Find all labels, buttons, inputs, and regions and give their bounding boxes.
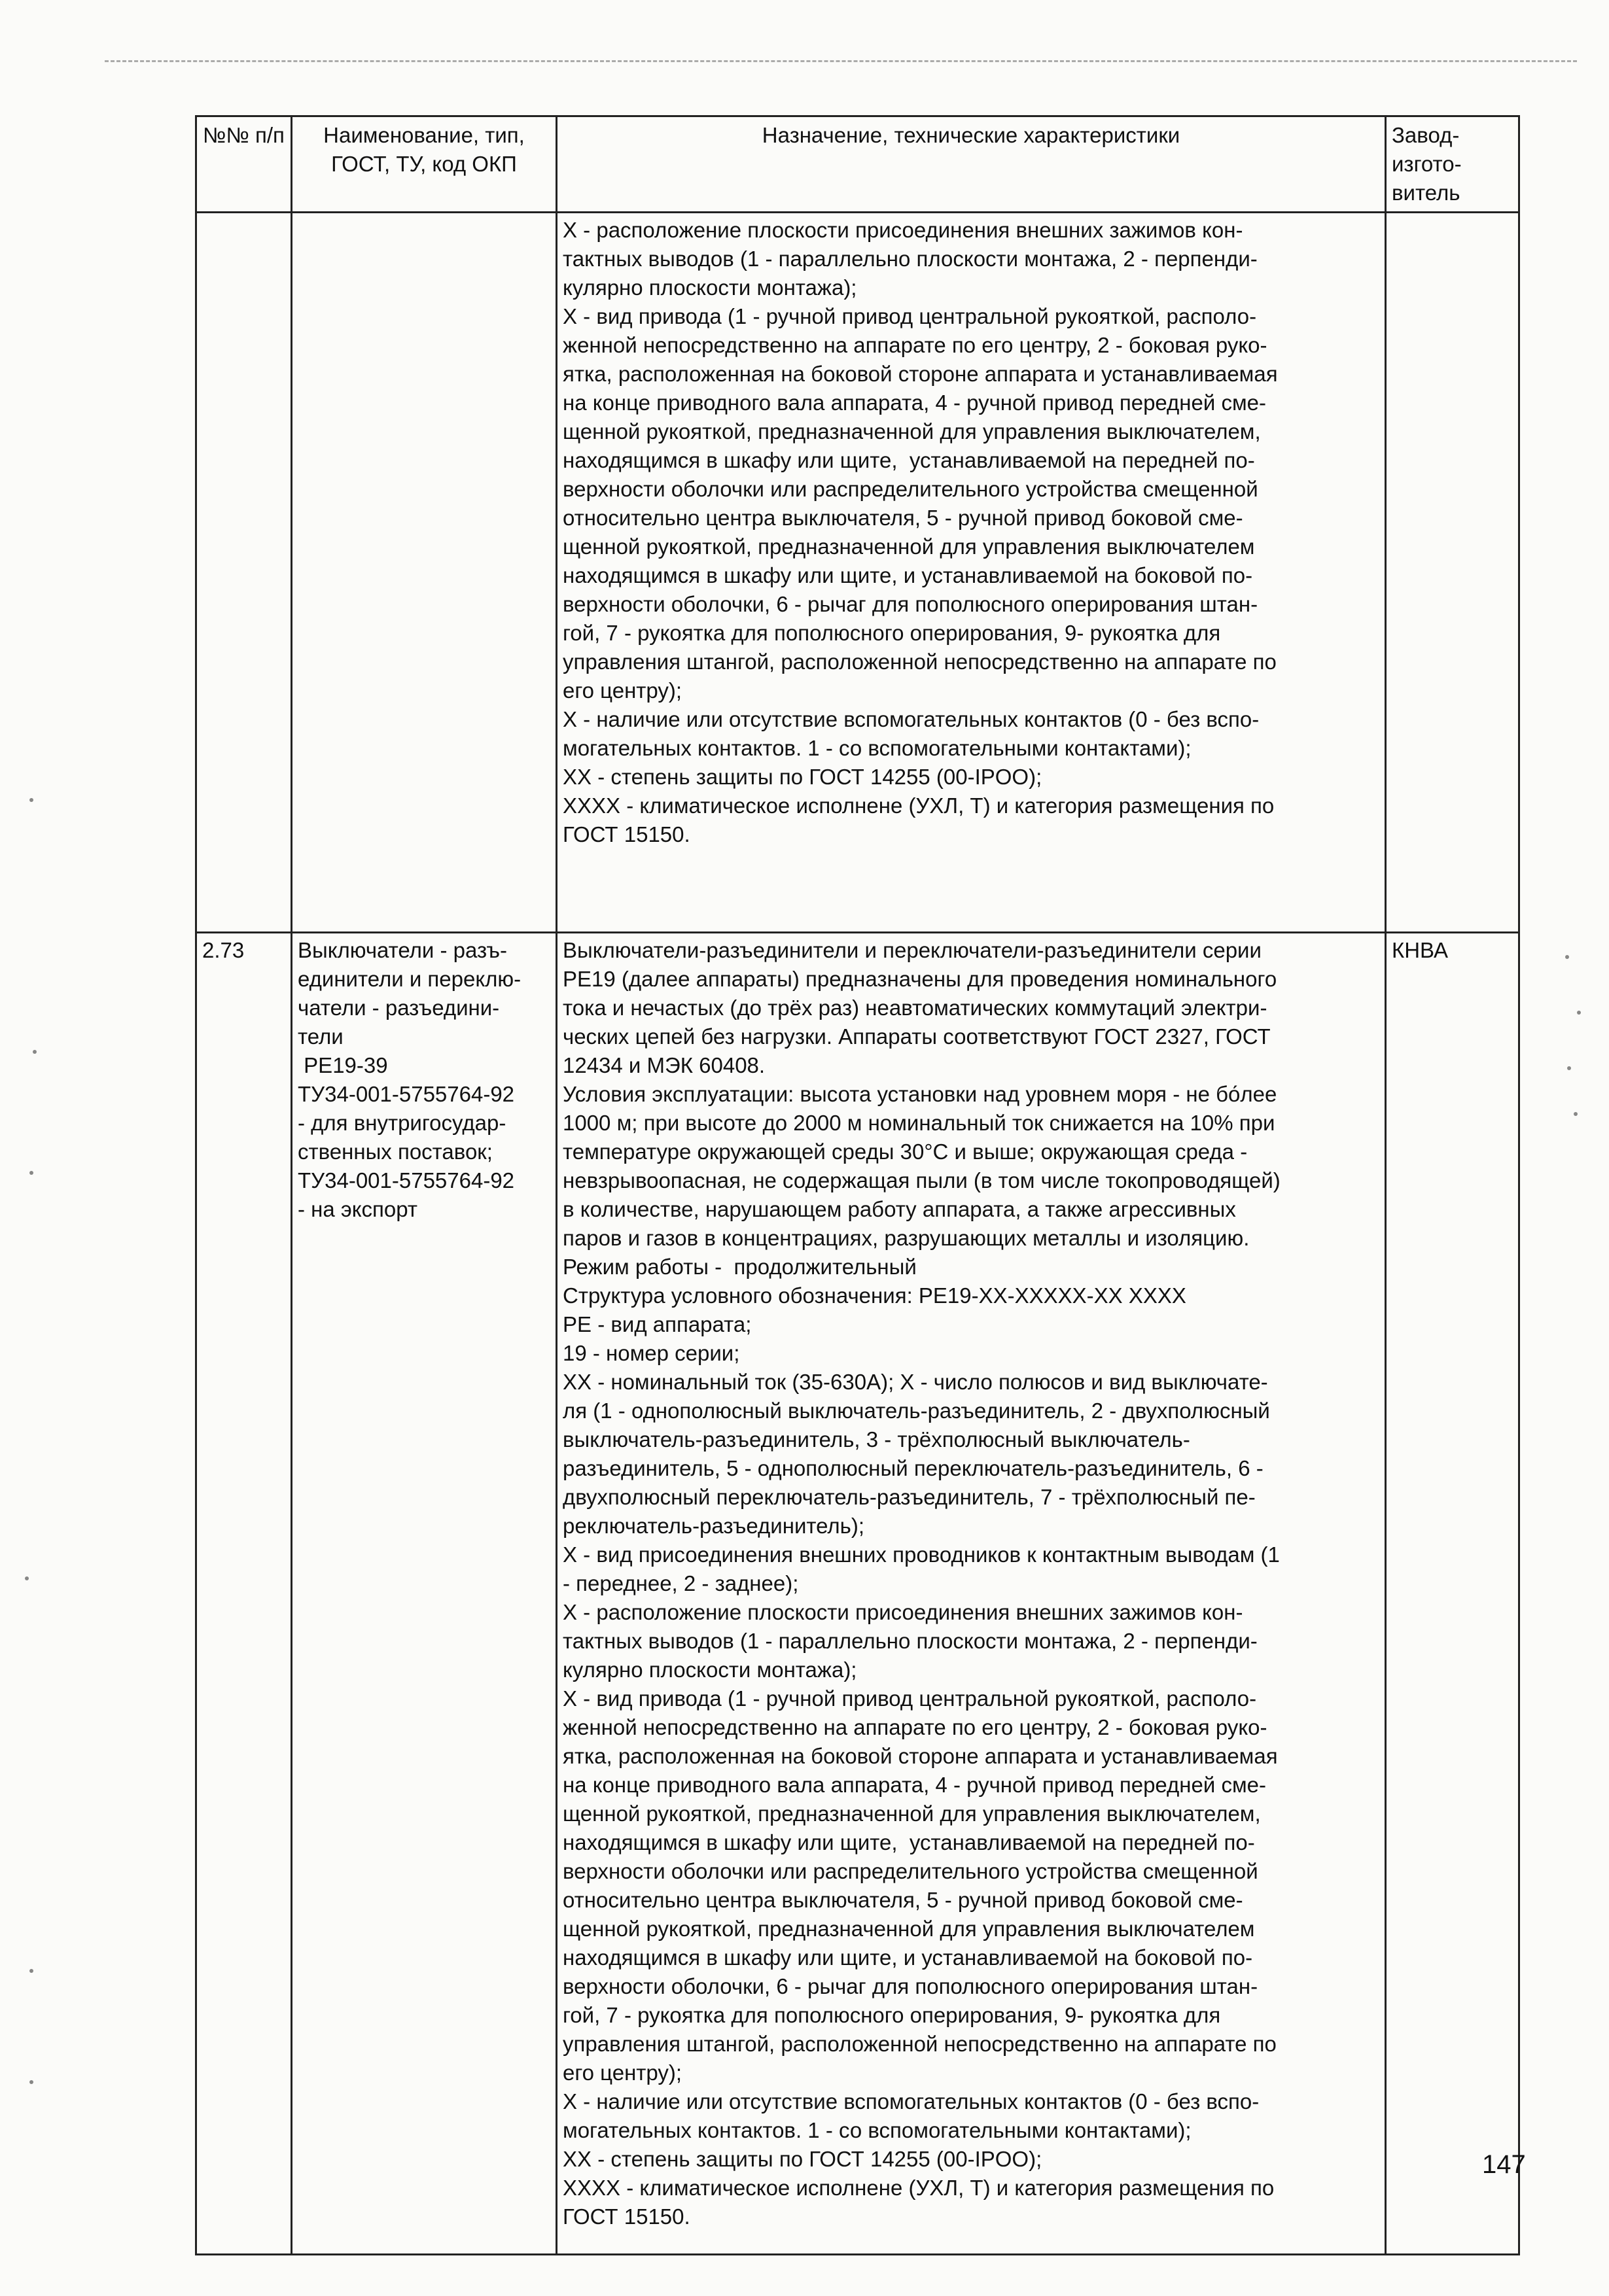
name-line: тели (298, 1024, 344, 1049)
description-line: Х - расположение плоскости присоединения внешних зажимов кон- (563, 218, 1243, 242)
row-name (292, 213, 557, 933)
description-line: его центру); (563, 678, 682, 703)
description-line: верхности оболочки, 6 - рычаг для пополюсного оперирования штан- (563, 1974, 1258, 1998)
table-header-row (196, 116, 1519, 213)
catalog-table (195, 115, 1520, 2255)
description-line: кулярно плоскости монтажа); (563, 1658, 857, 1682)
description-line: невзрывоопасная, не содержащая пыли (в том числе токопроводящей) (563, 1168, 1281, 1192)
description-line: на конце приводного вала аппарата, 4 - ручной привод передней сме- (563, 1773, 1267, 1797)
description-line: Х - наличие или отсутствие вспомогательных контактов (0 - без вспо- (563, 2089, 1260, 2113)
description-line: ХХ - номинальный ток (35-630А); Х - число полюсов и вид выключате- (563, 1370, 1268, 1394)
description-line: находящимся в шкафу или щите, и устанавливаемой на боковой по- (563, 1945, 1253, 1970)
description-line: разъединитель, 5 - однополюсный переключатель-разъединитель, 6 - (563, 1456, 1264, 1480)
page-number: 147 (1482, 2150, 1526, 2179)
description-line: могательных контактов. 1 - со вспомогательными контактами); (563, 2118, 1192, 2142)
table-row (196, 933, 1519, 2255)
description-line: находящимся в шкафу или щите, и устанавливаемой на боковой по- (563, 563, 1253, 587)
description-line: температуре окружающей среды 30°С и выше; окружающая среда - (563, 1139, 1248, 1164)
table-row (196, 213, 1519, 933)
name-line: - на экспорт (298, 1197, 418, 1221)
description-line: на конце приводного вала аппарата, 4 - ручной привод передней сме- (563, 391, 1267, 415)
name-line: Выключатели - разъ- (298, 938, 508, 962)
description-line: его центру); (563, 2061, 682, 2085)
description-line: могательных контактов. 1 - со вспомогательными контактами); (563, 736, 1192, 760)
description-line: ГОСТ 15150. (563, 822, 690, 846)
scan-speck (1567, 1066, 1571, 1070)
row-maker (1386, 213, 1519, 933)
description-line: гой, 7 - рукоятка для пополюсного оперирования, 9- рукоятка для (563, 2003, 1221, 2027)
scan-speck (33, 1050, 37, 1054)
name-line: ственных поставок; (298, 1139, 493, 1164)
scan-speck (1577, 1011, 1581, 1015)
description-line: 12434 и МЭК 60408. (563, 1053, 766, 1077)
description-line: щенной рукояткой, предназначенной для управления выключателем, (563, 419, 1261, 444)
description-line: женной непосредственно на аппарате по его центру, 2 - боковая руко- (563, 1715, 1267, 1739)
header-purpose: Назначение, технические характеристики (557, 116, 1386, 213)
description-line: ятка, расположенная на боковой стороне аппарата и устанавливаемая (563, 362, 1278, 386)
description-line: находящимся в шкафу или щите, устанавливаемой на передней по- (563, 1830, 1255, 1854)
row-maker: КНВА (1386, 933, 1519, 2255)
description-line: - переднее, 2 - заднее); (563, 1571, 799, 1595)
description-line: Х - вид привода (1 - ручной привод центральной рукояткой, располо- (563, 1686, 1257, 1711)
description-line: управления штангой, расположенной непосредственно на аппарате по (563, 2032, 1277, 2056)
name-line: - для внутригосудар- (298, 1111, 506, 1135)
scan-speck (29, 2080, 33, 2084)
description-line: женной непосредственно на аппарате по его центру, 2 - боковая руко- (563, 333, 1267, 357)
description-line: ятка, расположенная на боковой стороне аппарата и устанавливаемая (563, 1744, 1278, 1768)
description-line: тактных выводов (1 - параллельно плоскости монтажа, 2 - перпенди- (563, 1629, 1258, 1653)
description-line: 1000 м; при высоте до 2000 м номинальный ток снижается на 10% при (563, 1111, 1275, 1135)
name-line: РЕ19-39 (298, 1053, 388, 1077)
description-line: тока и нечастых (до трёх раз) неавтоматических коммутаций электри- (563, 996, 1267, 1020)
name-line: единители и переклю- (298, 967, 522, 991)
description-line: щенной рукояткой, предназначенной для управления выключателем (563, 534, 1255, 559)
description-line: относительно центра выключателя, 5 - ручной привод боковой сме- (563, 506, 1243, 530)
name-line: ТУ34-001-5755764-92 (298, 1168, 515, 1192)
description-line: верхности оболочки или распределительного устройства смещенной (563, 477, 1258, 501)
description-line: Х - расположение плоскости присоединения внешних зажимов кон- (563, 1600, 1243, 1624)
description-line: Х - вид присоединения внешних проводников к контактным выводам (1 (563, 1542, 1280, 1567)
description-line: паров и газов в концентрациях, разрушающих металлы и изоляцию. (563, 1226, 1250, 1250)
description-line: РЕ19 (далее аппараты) предназначены для проведения номинального (563, 967, 1277, 991)
scan-speck (25, 1576, 29, 1580)
description-line: Режим работы - продолжительный (563, 1255, 917, 1279)
description-line: ХХ - степень защиты по ГОСТ 14255 (00-IPOO); (563, 765, 1042, 789)
name-line: ТУ34-001-5755764-92 (298, 1082, 515, 1106)
name-line: чатели - разъедини- (298, 996, 500, 1020)
scan-artifact-line (105, 60, 1577, 62)
description-line: двухполюсный переключатель-разъединитель, 7 - трёхполюсный пе- (563, 1485, 1256, 1509)
description-line: ля (1 - однополюсный выключатель-разъединитель, 2 - двухполюсный (563, 1399, 1270, 1423)
description-line: реключатель-разъединитель); (563, 1514, 865, 1538)
description-line: щенной рукояткой, предназначенной для управления выключателем (563, 1917, 1255, 1941)
description-line: Х - наличие или отсутствие вспомогательных контактов (0 - без вспо- (563, 707, 1260, 731)
description-line: Выключатели-разъединители и переключатели-разъединители серии (563, 938, 1262, 962)
description-line: гой, 7 - рукоятка для пополюсного оперирования, 9- рукоятка для (563, 621, 1221, 645)
description-line: верхности оболочки, 6 - рычаг для пополюсного оперирования штан- (563, 592, 1258, 616)
description-line: Условия эксплуатации: высота установки над уровнем моря - не бо́лее (563, 1082, 1277, 1106)
row-number (196, 213, 292, 933)
row-description (557, 933, 1386, 2255)
scan-speck (29, 1969, 33, 1973)
description-line: ГОСТ 15150. (563, 2204, 690, 2229)
description-line: находящимся в шкафу или щите, устанавливаемой на передней по- (563, 448, 1255, 472)
description-line: щенной рукояткой, предназначенной для управления выключателем, (563, 1801, 1261, 1826)
description-line: относительно центра выключателя, 5 - ручной привод боковой сме- (563, 1888, 1243, 1912)
description-line: 19 - номер серии; (563, 1341, 740, 1365)
header-maker: Завод-изгото-витель (1386, 116, 1519, 213)
scan-speck (1565, 955, 1569, 959)
scan-speck (29, 1171, 33, 1175)
scan-speck (1574, 1112, 1578, 1116)
description-line: верхности оболочки или распределительного устройства смещенной (563, 1859, 1258, 1883)
row-description (557, 213, 1386, 933)
description-line: ХХХХ - климатическое исполнене (УХЛ, Т) и категория размещения по (563, 2176, 1275, 2200)
description-line: тактных выводов (1 - параллельно плоскости монтажа, 2 - перпенди- (563, 247, 1258, 271)
scan-speck (29, 798, 33, 802)
header-number: №№ п/п (196, 116, 292, 213)
header-name: Наименование, тип, ГОСТ, ТУ, код ОКП (292, 116, 557, 213)
row-name (292, 933, 557, 2255)
description-line: Х - вид привода (1 - ручной привод центральной рукояткой, располо- (563, 304, 1257, 328)
description-line: РЕ - вид аппарата; (563, 1312, 752, 1336)
description-line: ХХ - степень защиты по ГОСТ 14255 (00-IPOO); (563, 2147, 1042, 2171)
description-line: ческих цепей без нагрузки. Аппараты соответствуют ГОСТ 2327, ГОСТ (563, 1024, 1271, 1049)
description-line: в количестве, нарушающем работу аппарата, а также агрессивных (563, 1197, 1236, 1221)
description-line: Структура условного обозначения: РЕ19-ХХ-ХХХХХ-ХХ ХХХХ (563, 1283, 1186, 1308)
description-line: кулярно плоскости монтажа); (563, 275, 857, 300)
row-number: 2.73 (196, 933, 292, 2255)
description-line: выключатель-разъединитель, 3 - трёхполюсный выключатель- (563, 1427, 1190, 1452)
description-line: ХХХХ - климатическое исполнене (УХЛ, Т) и категория размещения по (563, 793, 1275, 818)
description-line: управления штангой, расположенной непосредственно на аппарате по (563, 650, 1277, 674)
